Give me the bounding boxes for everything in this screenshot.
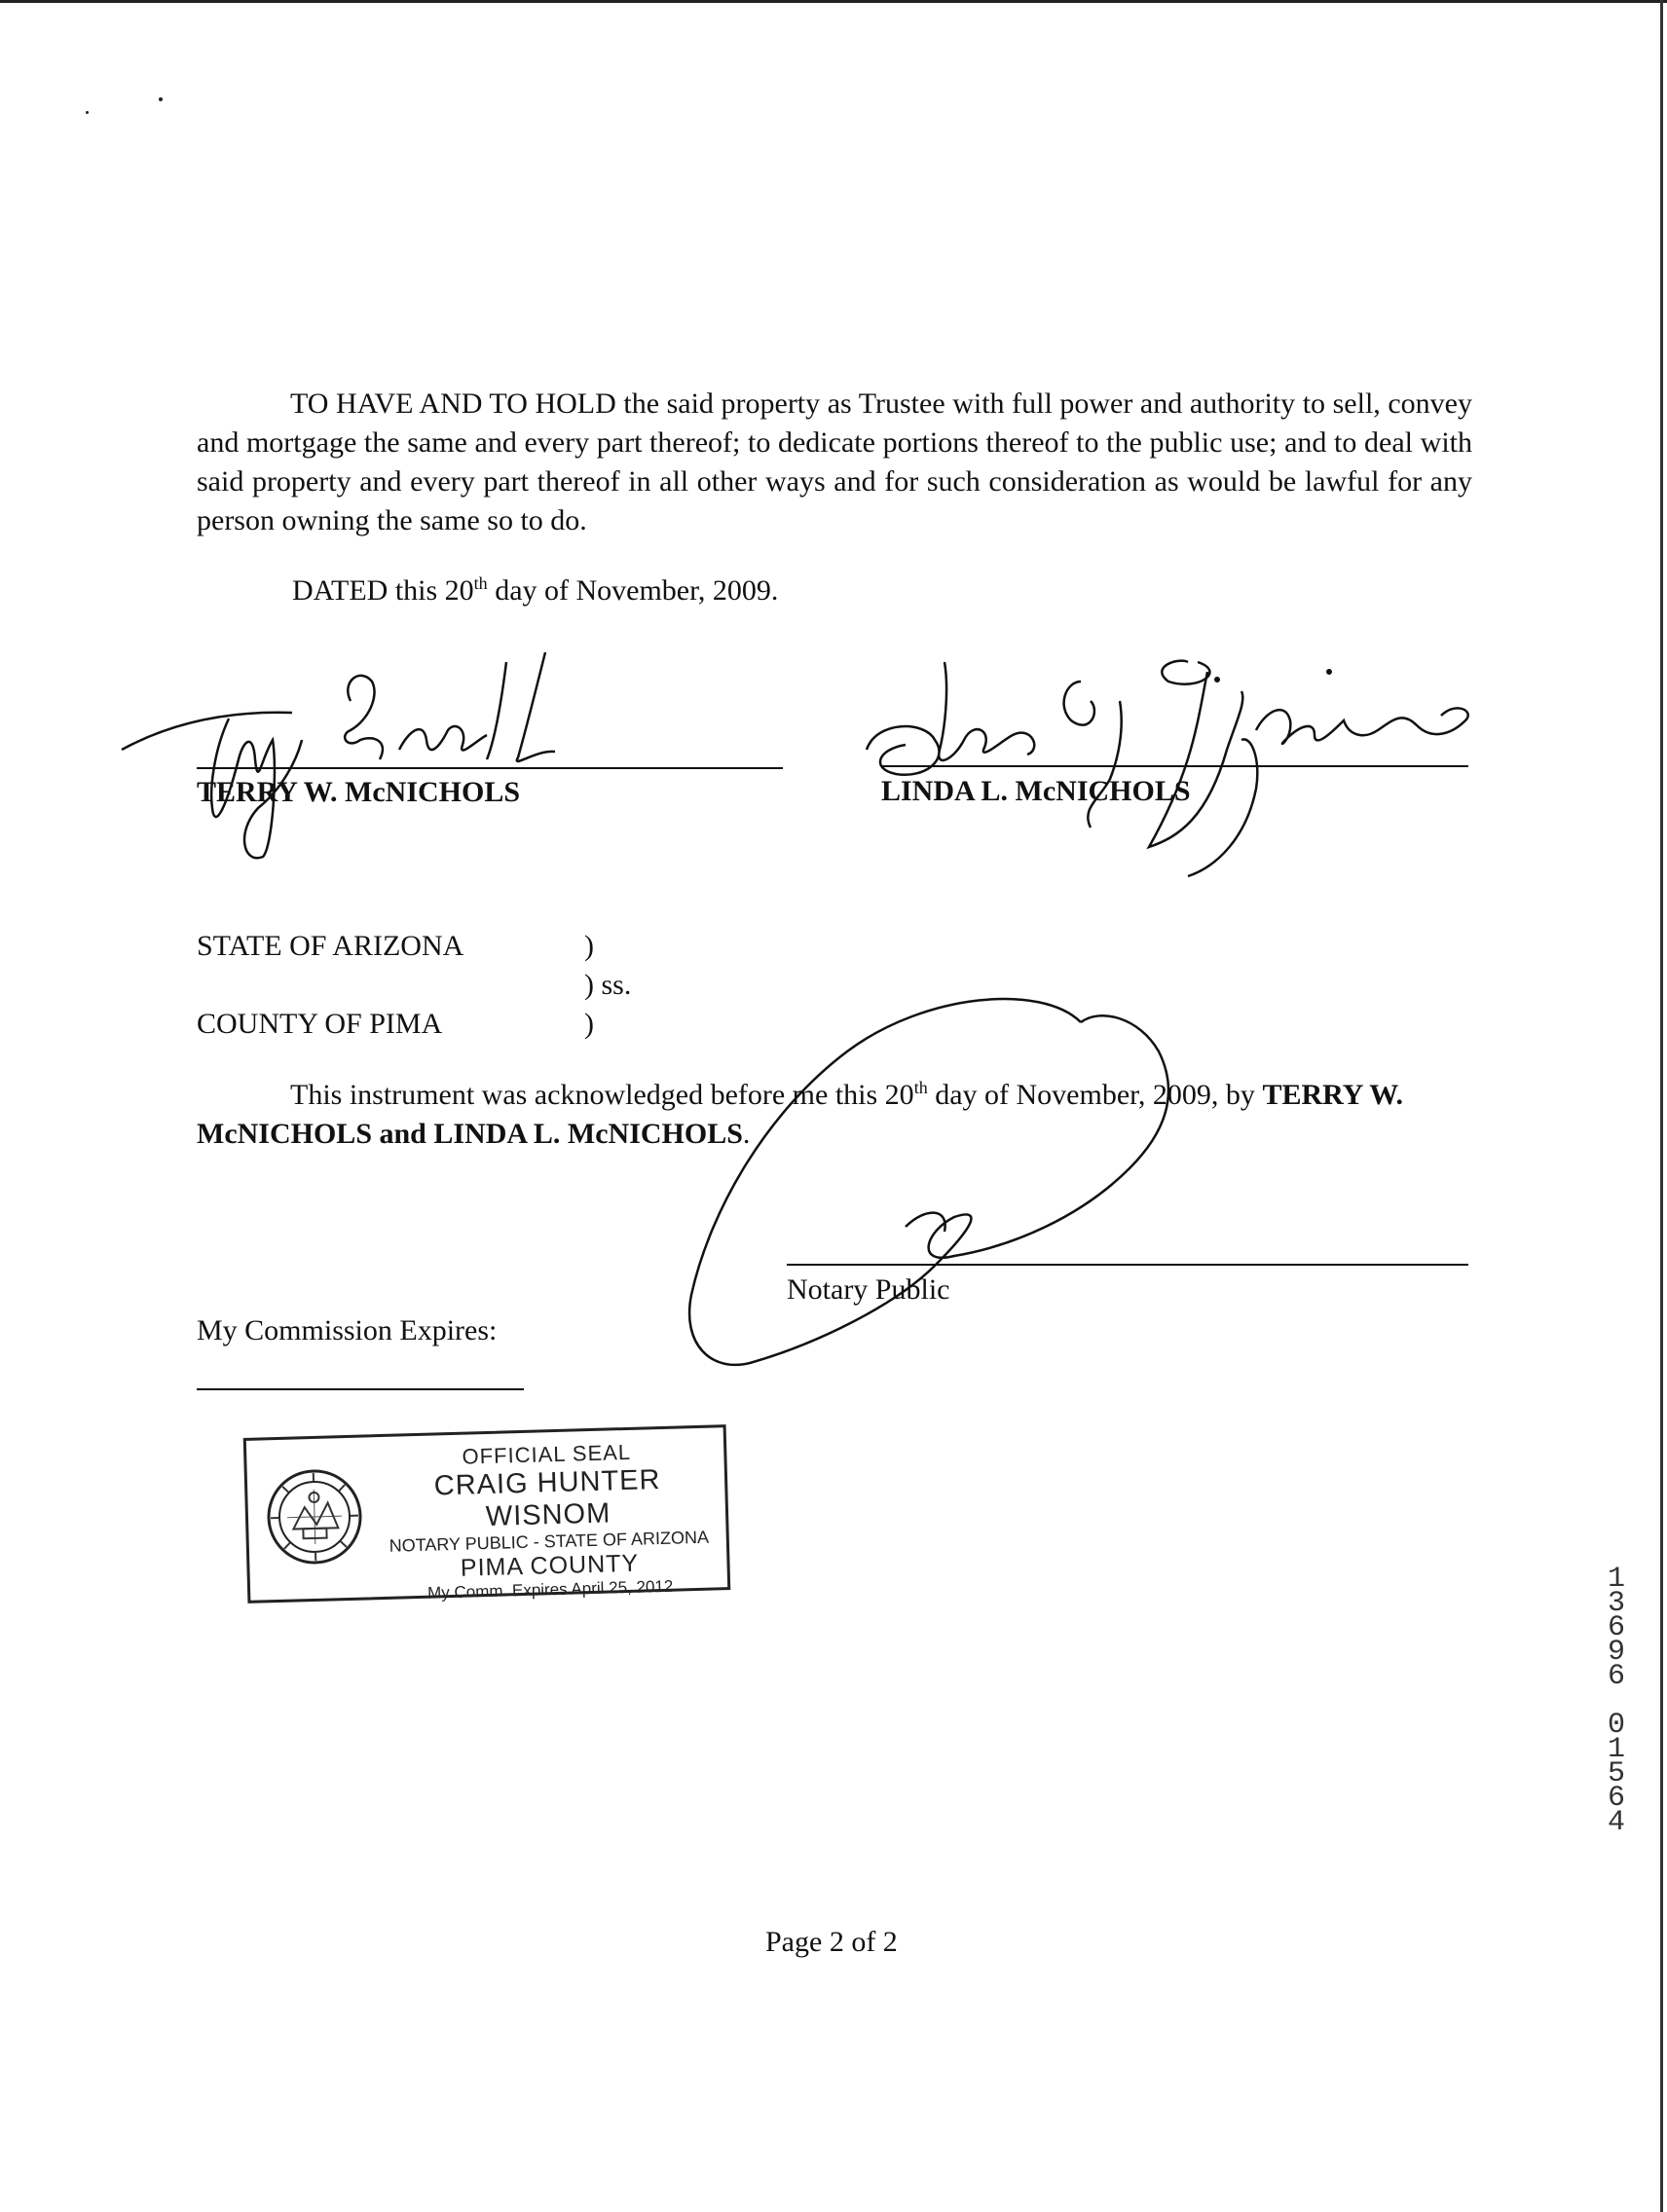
recording-number: 1 3 6 9 6 0 1 5 6 4 bbox=[1607, 1563, 1625, 1839]
ack-sup: th bbox=[913, 1078, 928, 1097]
linda-signature-icon bbox=[857, 643, 1480, 876]
venue-ss: ) ss. bbox=[584, 969, 632, 1001]
venue-paren-top: ) bbox=[584, 930, 594, 962]
seal-line-notary: NOTARY PUBLIC - STATE OF ARIZONA bbox=[389, 1527, 710, 1556]
habendum-text: the said property as Trustee with full power and authority to sell, convey and mortgage the same and every part thereof; to dedicate portions thereof to the public use; and to deal with said property and every part thereof in all other ways and for such consideration as would be lawful for any person owning the same so to do. bbox=[197, 387, 1472, 536]
terry-signature-line bbox=[197, 767, 783, 769]
seal-line-county: PIMA COUNTY bbox=[460, 1549, 640, 1582]
arizona-seal-emblem-icon bbox=[265, 1467, 365, 1567]
page-top-edge bbox=[0, 0, 1667, 3]
linda-name: LINDA L. McNICHOLS bbox=[881, 775, 1191, 807]
seal-line-expires: My Comm. Expires April 25, 2012 bbox=[426, 1576, 674, 1603]
seal-line-name: CRAIG HUNTER WISNOM bbox=[433, 1464, 661, 1533]
page-right-edge bbox=[1660, 0, 1663, 2212]
dated-prefix: DATED this 20 bbox=[292, 574, 474, 607]
habendum-paragraph bbox=[197, 385, 1472, 540]
ack-part2: day of November, 2009, by bbox=[927, 1079, 1263, 1111]
notary-seal-stamp bbox=[243, 1424, 731, 1604]
dated-line bbox=[292, 574, 778, 608]
commission-line bbox=[197, 1388, 524, 1390]
scan-speck bbox=[86, 111, 89, 114]
page-number: Page 2 of 2 bbox=[765, 1926, 898, 1958]
terry-signature-icon bbox=[117, 643, 604, 866]
seal-text bbox=[371, 1437, 725, 1604]
venue-state: STATE OF ARIZONA bbox=[197, 930, 464, 962]
commission-label: My Commission Expires: bbox=[197, 1314, 498, 1346]
dated-rest: day of November, 2009. bbox=[487, 574, 779, 607]
linda-signature-line bbox=[881, 765, 1468, 767]
dated-suffix: th bbox=[473, 573, 488, 593]
ack-names: TERRY W. McNICHOLS and LINDA L. McNICHOLS bbox=[197, 1079, 1403, 1150]
venue-county: COUNTY OF PIMA bbox=[197, 1008, 443, 1040]
habendum-lead: TO HAVE AND TO HOLD bbox=[290, 387, 616, 420]
ack-end: . bbox=[742, 1118, 751, 1150]
notary-signature-icon bbox=[672, 983, 1256, 1392]
venue-paren-bottom: ) bbox=[584, 1008, 594, 1040]
scan-speck bbox=[159, 97, 163, 101]
notary-label: Notary Public bbox=[787, 1273, 950, 1306]
terry-name: TERRY W. McNICHOLS bbox=[197, 776, 521, 808]
ack-part1: This instrument was acknowledged before me this 20 bbox=[290, 1079, 914, 1111]
seal-line-official: OFFICIAL SEAL bbox=[462, 1439, 632, 1469]
notary-signature-line bbox=[787, 1264, 1468, 1266]
